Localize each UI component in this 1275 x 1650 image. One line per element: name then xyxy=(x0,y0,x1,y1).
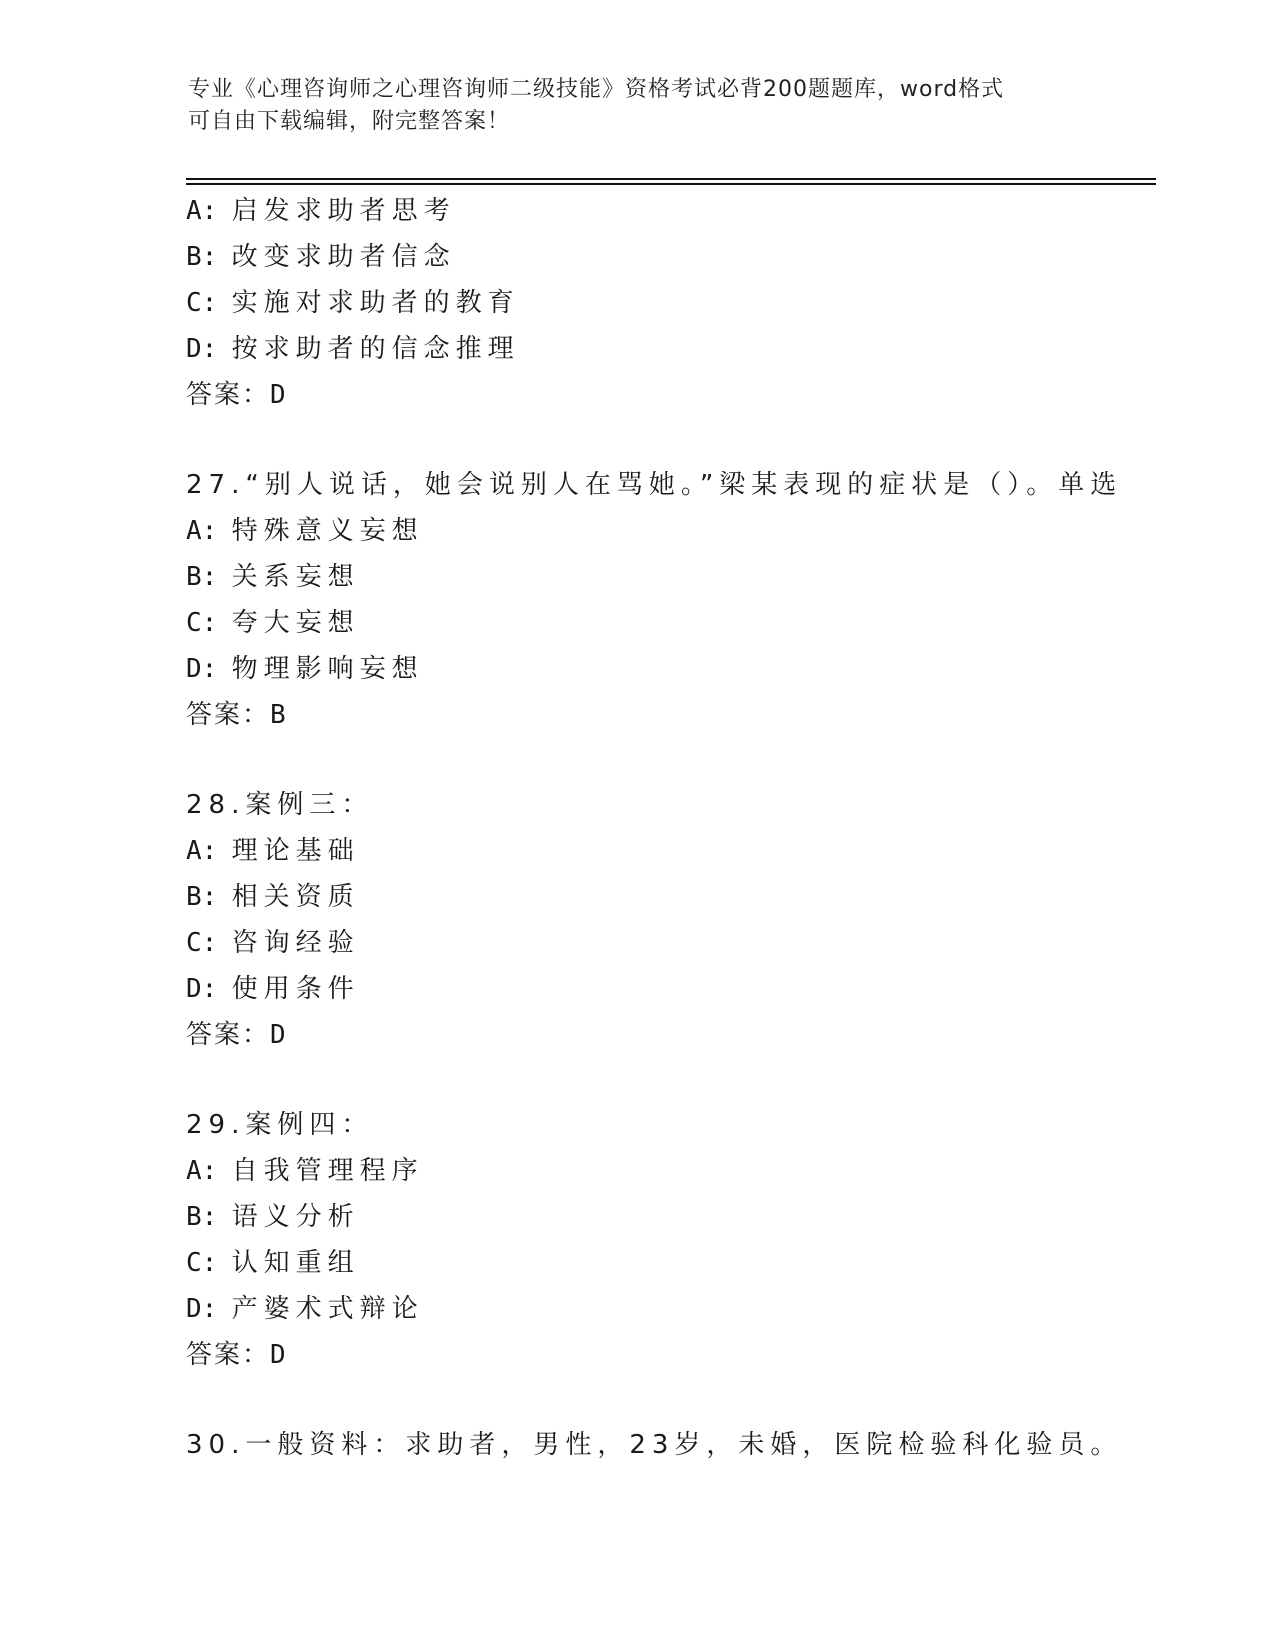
option-line xyxy=(186,1286,1186,1332)
option-text: 理论基础 xyxy=(231,836,360,866)
spacer xyxy=(186,1058,1186,1102)
option-line xyxy=(186,188,1186,234)
option-text: 产婆术式辩论 xyxy=(231,1294,424,1324)
header-line-2: 可自由下载编辑，附完整答案！ xyxy=(188,109,511,134)
option-key: D: xyxy=(186,1294,218,1324)
header-line-1: 专业《心理咨询师之心理咨询师二级技能》资格考试必背200题题库，word格式 xyxy=(188,77,1005,102)
option-line xyxy=(186,920,1186,966)
answer-label: 答案： xyxy=(186,380,271,410)
question-stem: 30.一般资料：求助者，男性，23岁，未婚，医院检验科化验员。 xyxy=(186,1430,1123,1460)
option-line xyxy=(186,828,1186,874)
option-key: D: xyxy=(186,654,218,684)
option-text: 咨询经验 xyxy=(231,928,360,958)
option-line xyxy=(186,1148,1186,1194)
answer-label: 答案： xyxy=(186,1020,271,1050)
option-line xyxy=(186,554,1186,600)
option-key: C: xyxy=(186,928,218,958)
option-text: 实施对求助者的教育 xyxy=(231,288,520,318)
option-key: C: xyxy=(186,288,218,318)
option-line xyxy=(186,1240,1186,1286)
document-header xyxy=(188,74,1088,138)
option-text: 使用条件 xyxy=(231,974,360,1004)
header-divider-top xyxy=(186,178,1156,180)
option-text: 语义分析 xyxy=(231,1202,360,1232)
option-line xyxy=(186,966,1186,1012)
option-line xyxy=(186,326,1186,372)
option-line xyxy=(186,874,1186,920)
header-divider-bottom xyxy=(186,183,1156,185)
answer-line xyxy=(186,692,1186,738)
question-stem: 28.案例三： xyxy=(186,790,374,820)
option-text: 关系妄想 xyxy=(231,562,360,592)
option-key: B: xyxy=(186,562,218,592)
option-line xyxy=(186,508,1186,554)
option-key: B: xyxy=(186,882,218,912)
option-line xyxy=(186,600,1186,646)
spacer xyxy=(186,418,1186,462)
question-stem: 27.“别人说话，她会说别人在骂她。”梁某表现的症状是（）。单选 xyxy=(186,470,1123,500)
option-text: 启发求助者思考 xyxy=(231,196,456,226)
option-text: 自我管理程序 xyxy=(231,1156,424,1186)
option-line xyxy=(186,234,1186,280)
option-key: D: xyxy=(186,334,218,364)
option-key: C: xyxy=(186,608,218,638)
option-key: B: xyxy=(186,242,218,272)
option-line xyxy=(186,646,1186,692)
answer-label: 答案： xyxy=(186,1340,271,1370)
answer-value: D xyxy=(270,1340,286,1370)
answer-value: D xyxy=(270,1020,286,1050)
question-stem: 29.案例四： xyxy=(186,1110,374,1140)
answer-line xyxy=(186,1012,1186,1058)
answer-line xyxy=(186,372,1186,418)
option-text: 夸大妄想 xyxy=(231,608,360,638)
option-text: 认知重组 xyxy=(231,1248,360,1278)
option-key: A: xyxy=(186,196,218,226)
document-body xyxy=(186,188,1186,1468)
option-line xyxy=(186,1194,1186,1240)
option-key: B: xyxy=(186,1202,218,1232)
option-text: 特殊意义妄想 xyxy=(231,516,424,546)
option-key: A: xyxy=(186,1156,218,1186)
spacer xyxy=(186,738,1186,782)
option-text: 物理影响妄想 xyxy=(231,654,424,684)
option-text: 相关资质 xyxy=(231,882,360,912)
answer-value: D xyxy=(270,380,286,410)
option-key: A: xyxy=(186,836,218,866)
option-key: C: xyxy=(186,1248,218,1278)
option-text: 按求助者的信念推理 xyxy=(231,334,520,364)
answer-label: 答案： xyxy=(186,700,271,730)
option-line xyxy=(186,280,1186,326)
option-key: A: xyxy=(186,516,218,546)
option-text: 改变求助者信念 xyxy=(231,242,456,272)
answer-line xyxy=(186,1332,1186,1378)
spacer xyxy=(186,1378,1186,1422)
answer-value: B xyxy=(270,700,286,730)
option-key: D: xyxy=(186,974,218,1004)
